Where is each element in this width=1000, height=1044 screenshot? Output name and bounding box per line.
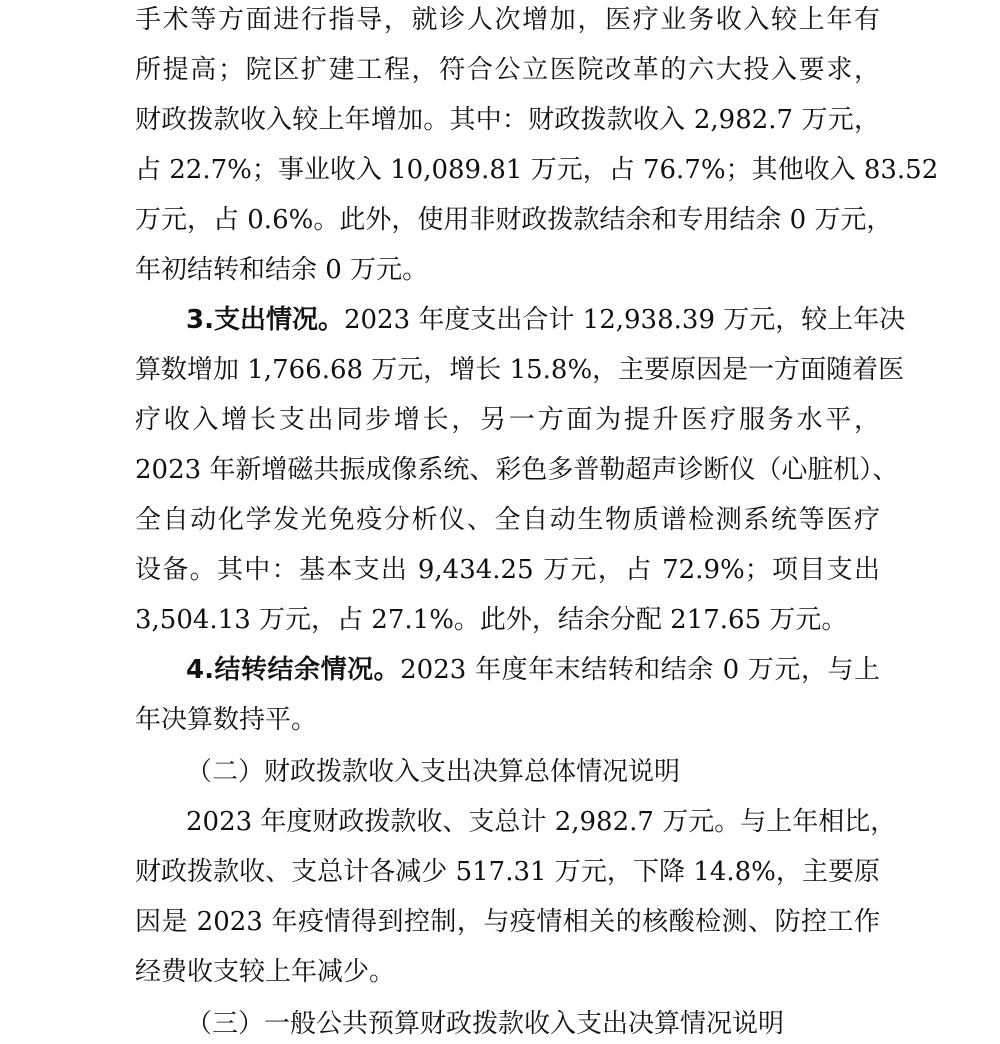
paragraph-line: 3,504.13 万元，占 27.1%。此外，结余分配 217.65 万元。 (135, 605, 848, 635)
section-3-heading: 3.支出情况。 (186, 305, 344, 335)
paragraph-line: 万元，占 0.6%。此外，使用非财政拨款结余和专用结余 0 万元， (135, 205, 893, 235)
paragraph-line: 疗收入增长支出同步增长，另一方面为提升医疗服务水平， (135, 405, 880, 435)
paragraph-line: 设备。其中：基本支出 9,434.25 万元，占 72.9%；项目支出 (135, 555, 880, 585)
section-4-heading: 4.结转结余情况。 (186, 655, 401, 685)
paragraph-line: 2023 年新增磁共振成像系统、彩色多普勒超声诊断仪（心脏机）、 (135, 455, 899, 485)
section-3-first-line-text: 2023 年度支出合计 12,938.39 万元，较上年决 (343, 305, 906, 335)
subsection-3-title: （三）一般公共预算财政拨款收入支出决算情况说明 (186, 1009, 785, 1039)
paragraph-line: 经费收支较上年减少。 (135, 957, 396, 987)
paragraph-line: 所提高；院区扩建工程，符合公立医院改革的六大投入要求， (135, 55, 880, 85)
paragraph-line: 算数增加 1,766.68 万元，增长 15.8%，主要原因是一方面随着医 (135, 355, 905, 385)
paragraph-line: 占 22.7%；事业收入 10,089.81 万元，占 76.7%；其他收入 83.52 (135, 155, 939, 185)
paragraph-line: 2023 年度财政拨款收、支总计 2,982.7 万元。与上年相比， (186, 807, 897, 837)
paragraph-line: 手术等方面进行指导，就诊人次增加，医疗业务收入较上年有 (135, 5, 880, 35)
section-4-first-line-text: 2023 年度年末结转和结余 0 万元，与上 (400, 655, 880, 685)
paragraph-line: 年初结转和结余 0 万元。 (135, 255, 429, 285)
paragraph-line: 年决算数持平。 (135, 705, 318, 735)
paragraph-line: 因是 2023 年疫情得到控制，与疫情相关的核酸检测、防控工作 (135, 907, 880, 937)
paragraph-line: 全自动化学发光免疫分析仪、全自动生物质谱检测系统等医疗 (135, 505, 880, 535)
section-3-first-line (186, 300, 906, 340)
paragraph-line: 财政拨款收入较上年增加。其中：财政拨款收入 2,982.7 万元， (135, 105, 880, 135)
subsection-2-title: （二）财政拨款收入支出决算总体情况说明 (186, 757, 681, 787)
paragraph-line: 财政拨款收、支总计各减少 517.31 万元，下降 14.8%，主要原 (135, 857, 880, 887)
section-4-first-line (186, 650, 880, 690)
